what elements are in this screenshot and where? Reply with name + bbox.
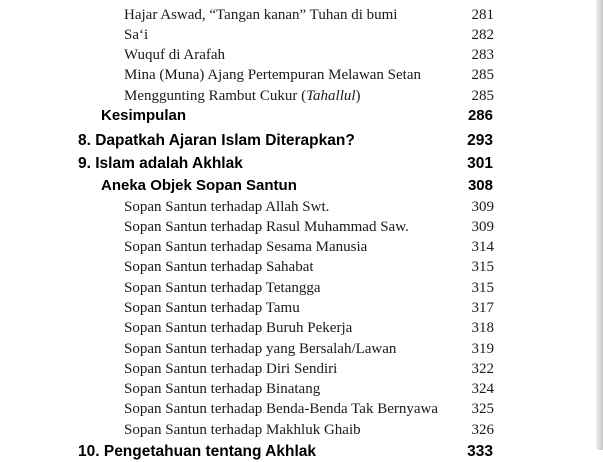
toc-entry — [0, 237, 596, 257]
toc-entry-title-italic: Tahallul — [306, 88, 356, 104]
toc-entry — [0, 399, 596, 419]
toc-entry-page: 324 — [471, 381, 494, 397]
toc-entry — [0, 197, 596, 217]
toc-entry-page: 309 — [471, 219, 494, 235]
toc-entry-title: Sopan Santun terhadap Diri Sendiri — [124, 361, 338, 377]
toc-entry-page: 315 — [471, 280, 494, 296]
toc-entry-title: Sopan Santun terhadap Buruh Pekerja — [124, 320, 353, 336]
toc-entry-title: Sopan Santun terhadap Benda-Benda Tak Bernyawa — [124, 401, 438, 417]
toc-chapter-page: 293 — [467, 132, 493, 149]
toc-entry-title: Sopan Santun terhadap Makhluk Ghaib — [124, 422, 361, 438]
toc-section-page: 308 — [467, 177, 493, 194]
toc-entry-title: Sopan Santun terhadap Allah Swt. — [124, 199, 330, 215]
toc-entry-page: 314 — [471, 239, 494, 255]
toc-chapter-title: 9. Islam adalah Akhlak — [78, 155, 243, 172]
toc-entry-page: 285 — [471, 88, 494, 104]
toc-entry-page: 326 — [471, 422, 494, 438]
toc-entry-title: Wuquf di Arafah — [124, 47, 226, 63]
toc-entry — [0, 217, 596, 237]
toc-entry-title: Sa‘i — [124, 27, 149, 43]
toc-entry — [0, 65, 596, 85]
toc-entry-title: Sopan Santun terhadap Tetangga — [124, 280, 321, 296]
toc-entry — [0, 278, 596, 298]
toc-section — [0, 106, 596, 126]
toc-chapter-title: 8. Dapatkah Ajaran Islam Diterapkan? — [78, 132, 355, 149]
toc-entry-page: 283 — [471, 47, 494, 63]
toc-chapter-title: 10. Pengetahuan tentang Akhlak — [78, 443, 317, 460]
page-edge-shadow — [596, 0, 603, 450]
toc-entry — [0, 298, 596, 318]
toc-chapter-page: 301 — [467, 155, 493, 172]
toc-entry-title: Mina (Muna) Ajang Pertempuran Melawan Setan — [124, 67, 422, 83]
toc-section-title: Kesimpulan — [101, 107, 187, 124]
toc-entry — [0, 379, 596, 399]
toc-entry-page: 285 — [471, 67, 494, 83]
toc-entry-page: 325 — [471, 401, 494, 417]
toc-section-title: Aneka Objek Sopan Santun — [101, 177, 297, 194]
toc-section — [0, 176, 596, 196]
toc-entry — [0, 45, 596, 65]
toc-entry-page: 317 — [471, 300, 494, 316]
toc-entry — [0, 86, 596, 106]
toc-entry-title: Sopan Santun terhadap yang Bersalah/Lawan — [124, 341, 397, 357]
toc-entry-page: 318 — [471, 320, 494, 336]
toc-entry-title: Sopan Santun terhadap Rasul Muhammad Saw. — [124, 219, 409, 235]
toc-entry-title: Menggunting Rambut Cukur (Tahallul) — [124, 88, 361, 104]
toc-entry — [0, 257, 596, 277]
toc-entry-title: Sopan Santun terhadap Binatang — [124, 381, 321, 397]
toc-entry — [0, 359, 596, 379]
toc-entry-title: Sopan Santun terhadap Sesama Manusia — [124, 239, 368, 255]
toc-entry — [0, 25, 596, 45]
toc-section-page: 286 — [467, 107, 493, 124]
toc-entry — [0, 339, 596, 359]
toc-chapter-cut — [0, 442, 596, 460]
toc-chapter — [0, 154, 596, 174]
toc-entry-page: 322 — [471, 361, 494, 377]
toc-entry-page: 315 — [471, 259, 494, 275]
toc-entry-page: 309 — [471, 199, 494, 215]
toc-entry-title: Hajar Aswad, “Tangan kanan” Tuhan di bumi — [124, 7, 398, 23]
toc-entry-title: Sopan Santun terhadap Tamu — [124, 300, 300, 316]
toc-entry-page: 281 — [471, 7, 494, 23]
toc-entry-title: Sopan Santun terhadap Sahabat — [124, 259, 314, 275]
toc-entry-page: 282 — [471, 27, 494, 43]
toc-chapter-page: 333 — [467, 443, 493, 460]
toc-chapter — [0, 131, 596, 151]
toc-entry — [0, 5, 596, 25]
toc-entry — [0, 318, 596, 338]
toc-entry — [0, 420, 596, 440]
toc-entry-page: 319 — [471, 341, 494, 357]
